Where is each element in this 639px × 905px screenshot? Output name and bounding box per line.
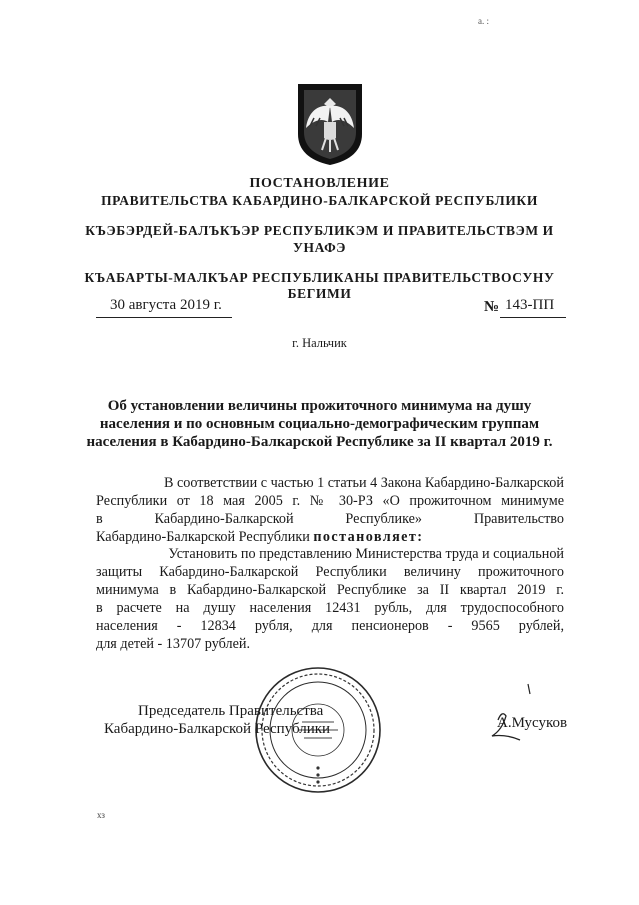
- document-title-line2: населения и по основным социально-демографическим группам: [99, 416, 540, 432]
- signatory-name: А.Мусуков: [497, 715, 568, 731]
- body-p2-line2: защиты Кабардино-Балкарской Республики величину прожиточного: [96, 564, 564, 580]
- header-government-kab-line2: УНАФЭ: [292, 240, 347, 255]
- header-title: ПОСТАНОВЛЕНИЕ: [249, 176, 390, 191]
- body-p2-line4: в расчете на душу населения 12431 рубль, для трудоспособного: [96, 600, 564, 616]
- number-underline: [500, 317, 566, 318]
- body-p1-line1: В соответствии с частью 1 статьи 4 Закона Кабардино-Балкарской: [164, 475, 564, 491]
- body-p2-line6: для детей - 13707 рублей.: [96, 636, 251, 652]
- body-p2-line3: минимума в Кабардино-Балкарской Республике за II квартал 2019 г.: [96, 582, 564, 598]
- number-sign: №: [484, 299, 500, 315]
- signatory-role-line2: Кабардино-Балкарской Республики: [104, 721, 331, 737]
- header-government-kab-line1: КЪЭБЭРДЕЙ-БАЛЪКЪЭР РЕСПУБЛИКЭМ И ПРАВИТЕЛЬСТВЭМ И: [85, 223, 554, 238]
- document-title-line3: населения в Кабардино-Балкарской Республике за II квартал 2019 г.: [86, 434, 553, 450]
- body-p1-line3: в Кабардино-Балкарской Республике» Правительство: [96, 511, 564, 527]
- document-title-line1: Об установлении величины прожиточного минимума на душу: [107, 398, 532, 414]
- header-government-ru: ПРАВИТЕЛЬСТВА КАБАРДИНО-БАЛКАРСКОЙ РЕСПУБЛИКИ: [101, 193, 538, 208]
- body-p1-line4: [96, 529, 423, 547]
- body-p2-line5: населения - 12834 рубля, для пенсионеров - 9565 рублей,: [96, 618, 564, 634]
- handwritten-signature: [484, 680, 544, 744]
- city: г. Нальчик: [292, 336, 347, 350]
- document-number: 143-ПП: [505, 297, 555, 313]
- signatory-role-line1: Председатель Правительства: [138, 703, 324, 719]
- body-p1-line2: Республики от 18 мая 2005 г. № 30-РЗ «О прожиточном минимуме: [96, 493, 564, 509]
- document-date: 30 августа 2019 г.: [110, 297, 222, 313]
- header-government-balk-line1: КЪАБАРТЫ-МАЛКЪАР РЕСПУБЛИКАНЫ ПРАВИТЕЛЬСТВОСУНУ: [84, 270, 555, 285]
- date-underline: [96, 317, 232, 318]
- resolution-verb: постановляет:: [313, 529, 424, 545]
- corner-mark: а. :: [478, 16, 489, 26]
- body-p2-line1: Установить по представлению Министерства труда и социальной: [168, 546, 564, 562]
- body-p1-line4-text: Кабардино-Балкарской Республики: [96, 529, 310, 545]
- coat-of-arms-emblem: [296, 82, 364, 166]
- footer-mark: хз: [97, 810, 105, 820]
- header-government-balk-line2: БЕГИМИ: [287, 286, 352, 301]
